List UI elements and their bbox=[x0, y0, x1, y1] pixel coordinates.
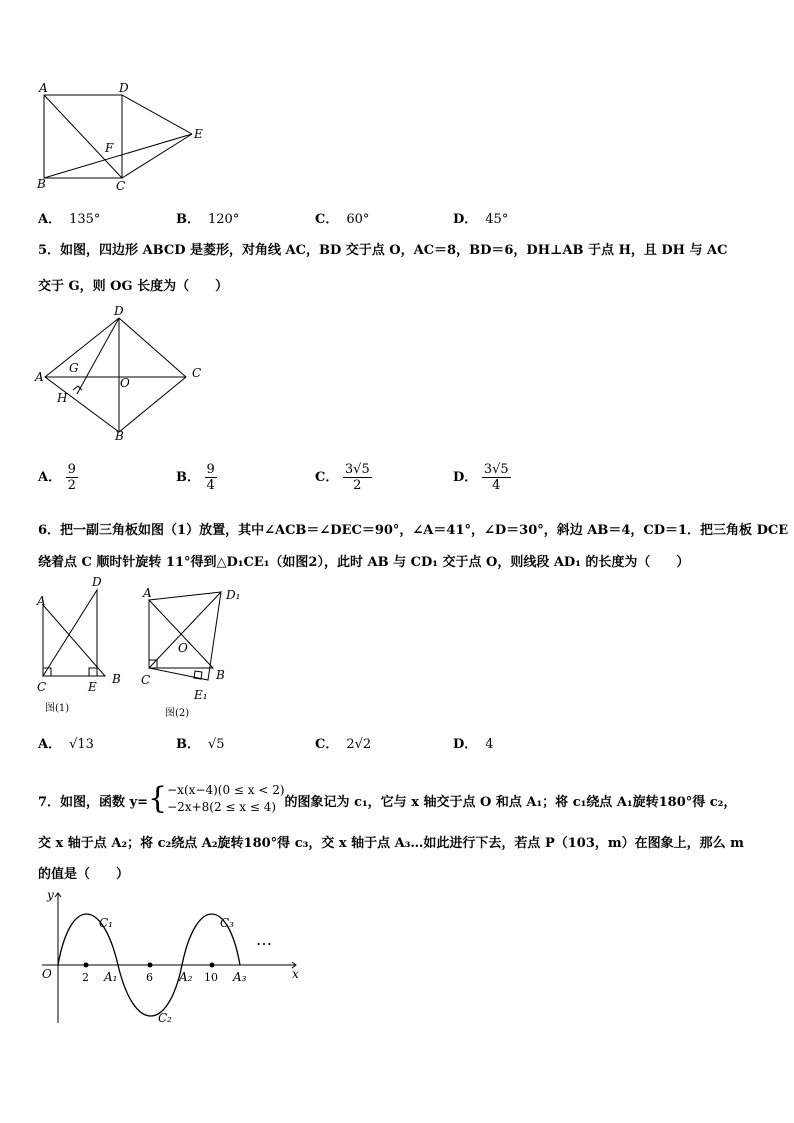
ellipsis: … bbox=[256, 930, 272, 949]
q5-option-c[interactable]: C． $\frac{3√5}{2}$ bbox=[315, 462, 370, 493]
label-e: E bbox=[88, 680, 97, 694]
q7-piecewise bbox=[148, 781, 285, 816]
q7-piece2: −2x+8(2 ≤ x ≤ 4) bbox=[167, 799, 277, 814]
label-c3: C₃ bbox=[220, 916, 234, 930]
label-a: A bbox=[35, 370, 44, 384]
tick-6: 6 bbox=[146, 971, 153, 984]
label-c2: C₂ bbox=[158, 1011, 172, 1025]
label-d1: D₁ bbox=[226, 588, 241, 602]
label-a1: A₁ bbox=[104, 970, 118, 984]
q4-option-b[interactable]: B． 120° bbox=[176, 212, 240, 227]
segment-ad1 bbox=[149, 592, 221, 600]
point-2 bbox=[84, 963, 89, 968]
label-d: D bbox=[119, 81, 129, 95]
q6-figure-1 bbox=[30, 575, 130, 720]
triangle-dce bbox=[43, 590, 97, 676]
fig1-caption: 图(1) bbox=[45, 703, 70, 714]
label-d: D bbox=[114, 305, 124, 318]
q5-option-b[interactable]: B． $\frac{9}{4}$ bbox=[176, 462, 215, 493]
label-f: F bbox=[105, 141, 114, 155]
label-e: E bbox=[194, 127, 203, 141]
label-a3: A₃ bbox=[233, 970, 247, 984]
q7-piece1: −x(x−4)(0 ≤ x < 2) bbox=[167, 782, 285, 797]
label-a: A bbox=[37, 594, 46, 608]
tick-2: 2 bbox=[82, 971, 89, 984]
segment-ce bbox=[122, 134, 192, 178]
label-b: B bbox=[112, 672, 121, 686]
point-6 bbox=[148, 963, 153, 968]
brace-icon: { bbox=[148, 781, 168, 816]
segment-dh bbox=[77, 318, 119, 394]
q7-graph bbox=[30, 885, 310, 1030]
label-h: H bbox=[57, 391, 68, 405]
point-10 bbox=[210, 963, 215, 968]
q6-figure-2 bbox=[135, 582, 250, 722]
label-c1: C₁ bbox=[99, 916, 113, 930]
label-o: O bbox=[120, 376, 130, 390]
q6-option-c[interactable]: C． 2√2 bbox=[315, 737, 372, 752]
q6-option-d[interactable]: D． 4 bbox=[453, 737, 494, 752]
q5-option-a[interactable]: A． $\frac{9}{2}$ bbox=[38, 462, 76, 493]
right-angle-e bbox=[89, 668, 97, 676]
q6-line2: 绕着点 C 顺时针旋转 11°得到△D₁CE₁（如图2），此时 AB 与 CD₁ 交于点 O，则线段 AD₁ 的长度为（ ） bbox=[38, 555, 690, 570]
q4-option-a[interactable]: A． 135° bbox=[38, 212, 101, 227]
label-c: C bbox=[192, 366, 202, 380]
label-d: D bbox=[92, 575, 102, 589]
q4-option-d[interactable]: D． 45° bbox=[453, 212, 509, 227]
label-y: y bbox=[47, 888, 54, 902]
fig2-caption: 图(2) bbox=[165, 708, 190, 719]
q7-line1 bbox=[38, 781, 737, 820]
label-o: O bbox=[42, 967, 52, 981]
rhombus-abcd bbox=[45, 318, 186, 432]
label-c: C bbox=[37, 680, 47, 694]
q7-line2: 交 x 轴于点 A₂；将 c₂绕点 A₂旋转180°得 c₃，交 x 轴于点 A₃…如此进行下去，若点 P（103，m）在图象上，那么 m bbox=[38, 836, 744, 851]
q5-line1: 5．如图，四边形 ABCD 是菱形，对角线 AC，BD 交于点 O，AC＝8，BD＝6，DH⊥AB 于点 H，且 DH 与 AC bbox=[38, 243, 728, 258]
label-a2: A₂ bbox=[179, 970, 193, 984]
q7-prefix: 7．如图，函数 y= bbox=[38, 795, 149, 810]
triangle-acb bbox=[43, 605, 105, 676]
label-b: B bbox=[115, 429, 124, 443]
label-c: C bbox=[116, 179, 126, 193]
label-g: G bbox=[69, 361, 79, 375]
q4-option-c[interactable]: C． 60° bbox=[315, 212, 370, 227]
q5-line2: 交于 G，则 OG 长度为（ ） bbox=[38, 279, 229, 294]
label-a: A bbox=[143, 586, 152, 600]
tick-10: 10 bbox=[204, 971, 218, 984]
q5-figure bbox=[30, 305, 220, 445]
q6-option-b[interactable]: B． √5 bbox=[176, 737, 225, 752]
label-x: x bbox=[292, 967, 299, 981]
q7-suffix: 的图象记为 c₁，它与 x 轴交于点 O 和点 A₁；将 c₁绕点 A₁旋转180°得 c₂， bbox=[284, 795, 737, 810]
segment-ac bbox=[44, 95, 122, 178]
q5-option-d[interactable]: D． $\frac{3√5}{4}$ bbox=[453, 462, 509, 493]
segment-be bbox=[44, 134, 192, 178]
segment-de bbox=[122, 95, 192, 134]
q6-option-a[interactable]: A． √13 bbox=[38, 737, 94, 752]
triangle-d1ce1 bbox=[149, 592, 221, 680]
q4-figure bbox=[30, 80, 220, 195]
q7-line3: 的值是（ ） bbox=[38, 867, 130, 882]
label-b: B bbox=[37, 177, 46, 191]
label-b: B bbox=[216, 668, 225, 682]
label-c: C bbox=[141, 673, 151, 687]
label-e1: E₁ bbox=[194, 688, 208, 702]
label-a: A bbox=[39, 81, 48, 95]
q6-line1: 6．把一副三角板如图（1）放置，其中∠ACB＝∠DEC＝90°，∠A＝41°，∠D＝30°，斜边 AB＝4，CD＝1．把三角板 DCE bbox=[38, 523, 789, 538]
label-o: O bbox=[178, 641, 188, 655]
